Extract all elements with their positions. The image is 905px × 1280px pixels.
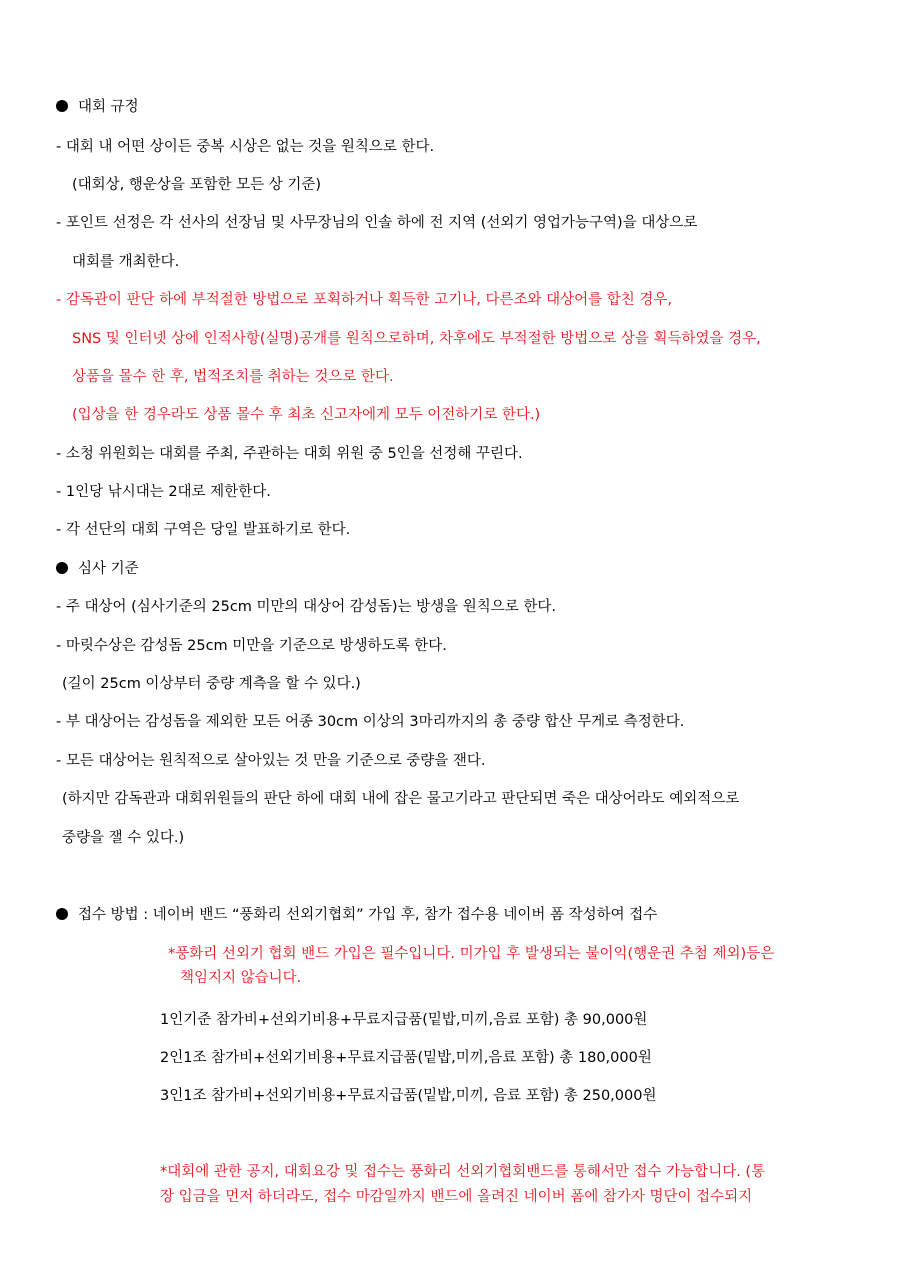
judging-line: - 주 대상어 (심사기준의 25cm 미만의 대상어 감성돔)는 방생을 원칙으로 한다. <box>56 599 556 615</box>
bullet-icon <box>56 100 68 112</box>
registration-notice: 책임지지 않습니다. <box>180 970 302 986</box>
fee-line: 2인1조 참가비+선외기비용+무료지급품(밑밥,미끼,음료 포함) 총 180,000원 <box>160 1050 652 1066</box>
rules-line: - 각 선단의 대회 구역은 당일 발표하기로 한다. <box>56 522 351 538</box>
fee-line: 3인1조 참가비+선외기비용+무료지급품(밑밥,미끼, 음료 포함) 총 250,000원 <box>160 1088 657 1104</box>
registration-footer: *대회에 관한 공지, 대회요강 및 접수는 풍화리 선외기협회밴드를 통해서만 접수 가능합니다. (통 <box>160 1164 766 1180</box>
rules-line: - 포인트 선정은 각 선사의 선장님 및 사무장님의 인솔 하에 전 지역 (선외기 영업가능구역)을 대상으로 <box>56 215 698 231</box>
judging-line: - 모든 대상어는 원칙적으로 살아있는 것 만을 기준으로 중량을 잰다. <box>56 753 486 769</box>
rules-line: (대회상, 행운상을 포함한 모든 상 기준) <box>72 177 322 193</box>
rules-line-warning: 상품을 몰수 한 후, 법적조치를 취하는 것으로 한다. <box>72 369 394 385</box>
rules-line: - 대회 내 어떤 상이든 중복 시상은 없는 것을 원칙으로 한다. <box>56 139 435 155</box>
judging-heading: 심사 기준 <box>56 559 139 579</box>
rules-line: 대회를 개최한다. <box>72 254 180 270</box>
registration-heading: 접수 방법 : 네이버 밴드 “풍화리 선외기협회” 가입 후, 참가 접수용 네이버 폼 작성하여 접수 <box>56 905 657 925</box>
rules-heading: 대회 규정 <box>56 97 139 117</box>
rules-line-warning: - 감독관이 판단 하에 부적절한 방법으로 포획하거나 획득한 고기나, 다른조와 대상어를 합친 경우, <box>56 292 673 308</box>
registration-notice: *풍화리 선외기 협회 밴드 가입은 필수입니다. 미가입 후 발생되는 불이익(행운권 추첨 제외)등은 <box>168 946 775 962</box>
bullet-icon <box>56 908 68 920</box>
bullet-icon <box>56 562 68 574</box>
rules-line-warning: SNS 및 인터넷 상에 인적사항(실명)공개를 원칙으로하며, 차후에도 부적절한 방법으로 상을 획득하였을 경우, <box>72 331 761 347</box>
rules-line-warning: (입상을 한 경우라도 상품 몰수 후 최초 신고자에게 모두 이전하기로 한다.) <box>72 407 541 423</box>
judging-line: - 부 대상어는 감성돔을 제외한 모든 어종 30cm 이상의 3마리까지의 총 중량 합산 무게로 측정한다. <box>56 714 685 730</box>
rules-line: - 소청 위원회는 대회를 주최, 주관하는 대회 위원 중 5인을 선정해 꾸린다. <box>56 446 523 462</box>
judging-line: 중량을 잴 수 있다.) <box>62 830 185 846</box>
judging-line: (하지만 감독관과 대회위원들의 판단 하에 대회 내에 잡은 물고기라고 판단되면 죽은 대상어라도 예외적으로 <box>62 791 740 807</box>
judging-line: (길이 25cm 이상부터 중량 계측을 할 수 있다.) <box>62 676 361 692</box>
registration-footer: 장 입금을 먼저 하더라도, 접수 마감일까지 밴드에 올려진 네이버 폼에 참가자 명단이 접수되지 <box>160 1189 753 1205</box>
rules-line: - 1인당 낚시대는 2대로 제한한다. <box>56 484 271 500</box>
judging-line: - 마릿수상은 감성돔 25cm 미만을 기준으로 방생하도록 한다. <box>56 638 447 654</box>
fee-line: 1인기준 참가비+선외기비용+무료지급품(밑밥,미끼,음료 포함) 총 90,000원 <box>160 1012 648 1028</box>
